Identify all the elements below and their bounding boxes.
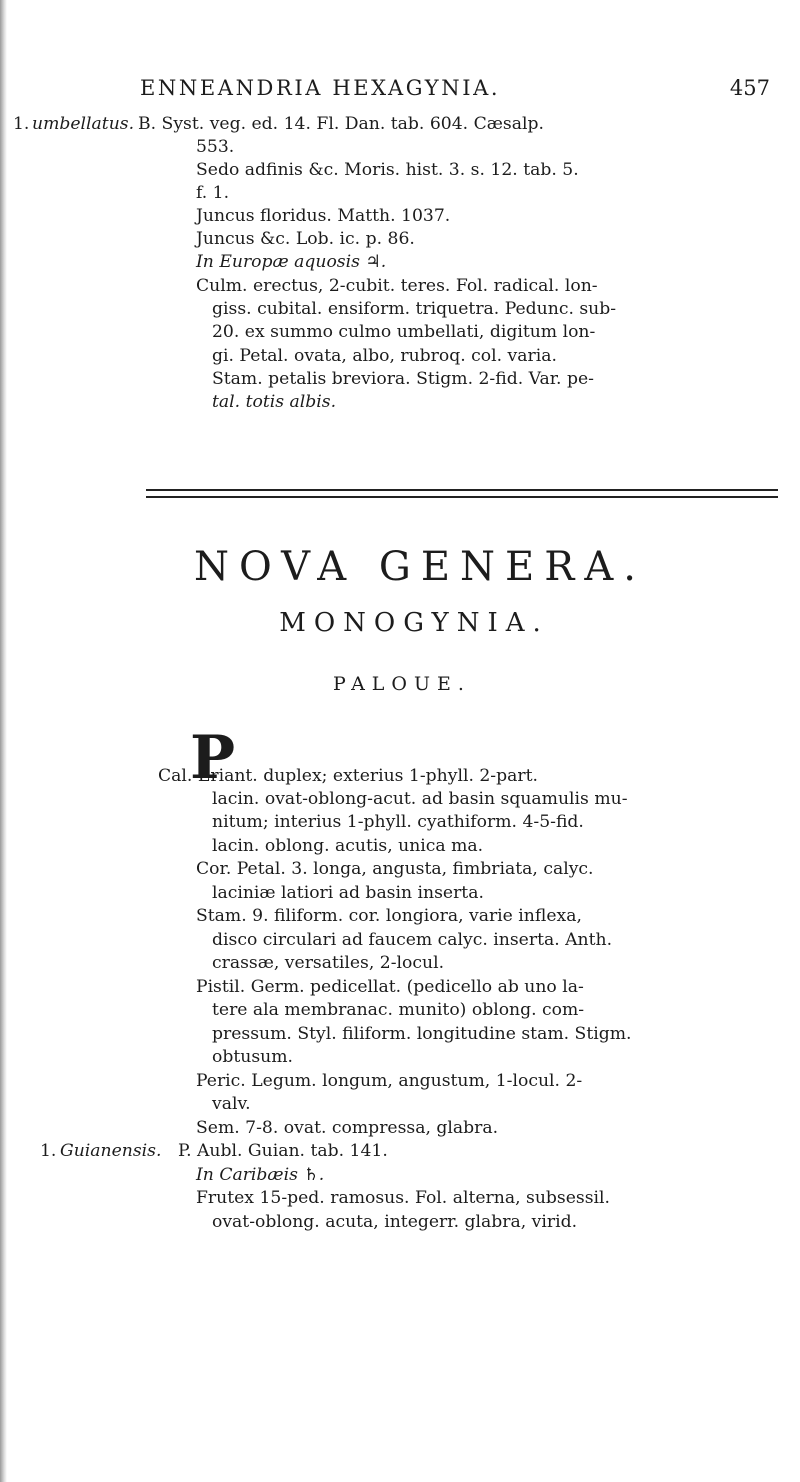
entry-line: tal. totis albis. [212, 392, 337, 412]
entry-line: Stam. petalis breviora. Stigm. 2-fid. Var. pe- [212, 369, 594, 389]
entry-line: f. 1. [196, 183, 230, 203]
page-number: 457 [729, 76, 770, 100]
description-line: Pistil. Germ. pedicellat. (pedicello ab uno la- [196, 977, 584, 997]
entry-line: Sedo adfinis &c. Moris. hist. 3. s. 12. tab. 5. [196, 160, 579, 180]
species-name: Guianensis. [60, 1141, 162, 1161]
genus-name: PALOUE. [333, 673, 471, 695]
section-subheading: MONOGYNIA. [279, 608, 549, 638]
description-line: Cal. Eriant. duplex; exterius 1-phyll. 2-part. [158, 766, 538, 786]
entry-line: 20. ex summo culmo umbellati, digitum lon- [212, 322, 596, 342]
running-head [140, 76, 780, 102]
description-line: crassæ, versatiles, 2-locul. [212, 953, 445, 973]
species-references: P. Aubl. Guian. tab. 141. [178, 1141, 388, 1161]
description-line: valv. [212, 1094, 251, 1114]
entry-line: Juncus &c. Lob. ic. p. 86. [196, 229, 415, 249]
page-edge [0, 0, 7, 1482]
entry-line: Culm. erectus, 2-cubit. teres. Fol. radical. lon- [196, 276, 598, 296]
entry-line: In Europæ aquosis ♃. [196, 252, 387, 272]
entry-number: 1. [40, 1141, 57, 1161]
description-line: disco circulari ad faucem calyc. inserta. Anth. [212, 930, 613, 950]
entry-line: ovat-oblong. acuta, integerr. glabra, virid. [212, 1212, 578, 1232]
drop-cap: P [190, 723, 236, 793]
entry-line: Juncus floridus. Matth. 1037. [196, 206, 451, 226]
running-head-title: ENNEANDRIA HEXAGYNIA. [140, 76, 501, 100]
description-line: Cor. Petal. 3. longa, angusta, fimbriata, calyc. [196, 859, 594, 879]
entry-line: In Caribæis ♄. [196, 1165, 325, 1185]
entry-line: Frutex 15-ped. ramosus. Fol. alterna, subsessil. [196, 1188, 610, 1208]
entry-number: 1. [13, 114, 30, 134]
description-line: obtusum. [212, 1047, 293, 1067]
description-line: tere ala membranac. munito) oblong. com- [212, 1000, 585, 1020]
entry-line: giss. cubital. ensiform. triquetra. Pedunc. sub- [212, 299, 617, 319]
description-line: Sem. 7-8. ovat. compressa, glabra. [196, 1118, 499, 1138]
species-references: B. Syst. veg. ed. 14. Fl. Dan. tab. 604. Cæsalp. [138, 114, 544, 134]
entry-line: 553. [196, 137, 235, 157]
entry-line: gi. Petal. ovata, albo, rubroq. col. varia. [212, 346, 557, 366]
description-line: Stam. 9. filiform. cor. longiora, varie inflexa, [196, 906, 582, 926]
description-line: Peric. Legum. longum, angustum, 1-locul. 2- [196, 1071, 583, 1091]
description-line: lacin. oblong. acutis, unica ma. [212, 836, 484, 856]
description-line: pressum. Styl. filiform. longitudine stam. Stigm. [212, 1024, 632, 1044]
description-line: lacin. ovat-oblong-acut. ad basin squamulis mu- [212, 789, 628, 809]
species-name: umbellatus. [32, 114, 135, 134]
section-divider [146, 489, 778, 498]
description-line: laciniæ latiori ad basin inserta. [212, 883, 484, 903]
description-line: nitum; interius 1-phyll. cyathiform. 4-5-fid. [212, 812, 584, 832]
section-heading: NOVA GENERA. [194, 544, 646, 590]
